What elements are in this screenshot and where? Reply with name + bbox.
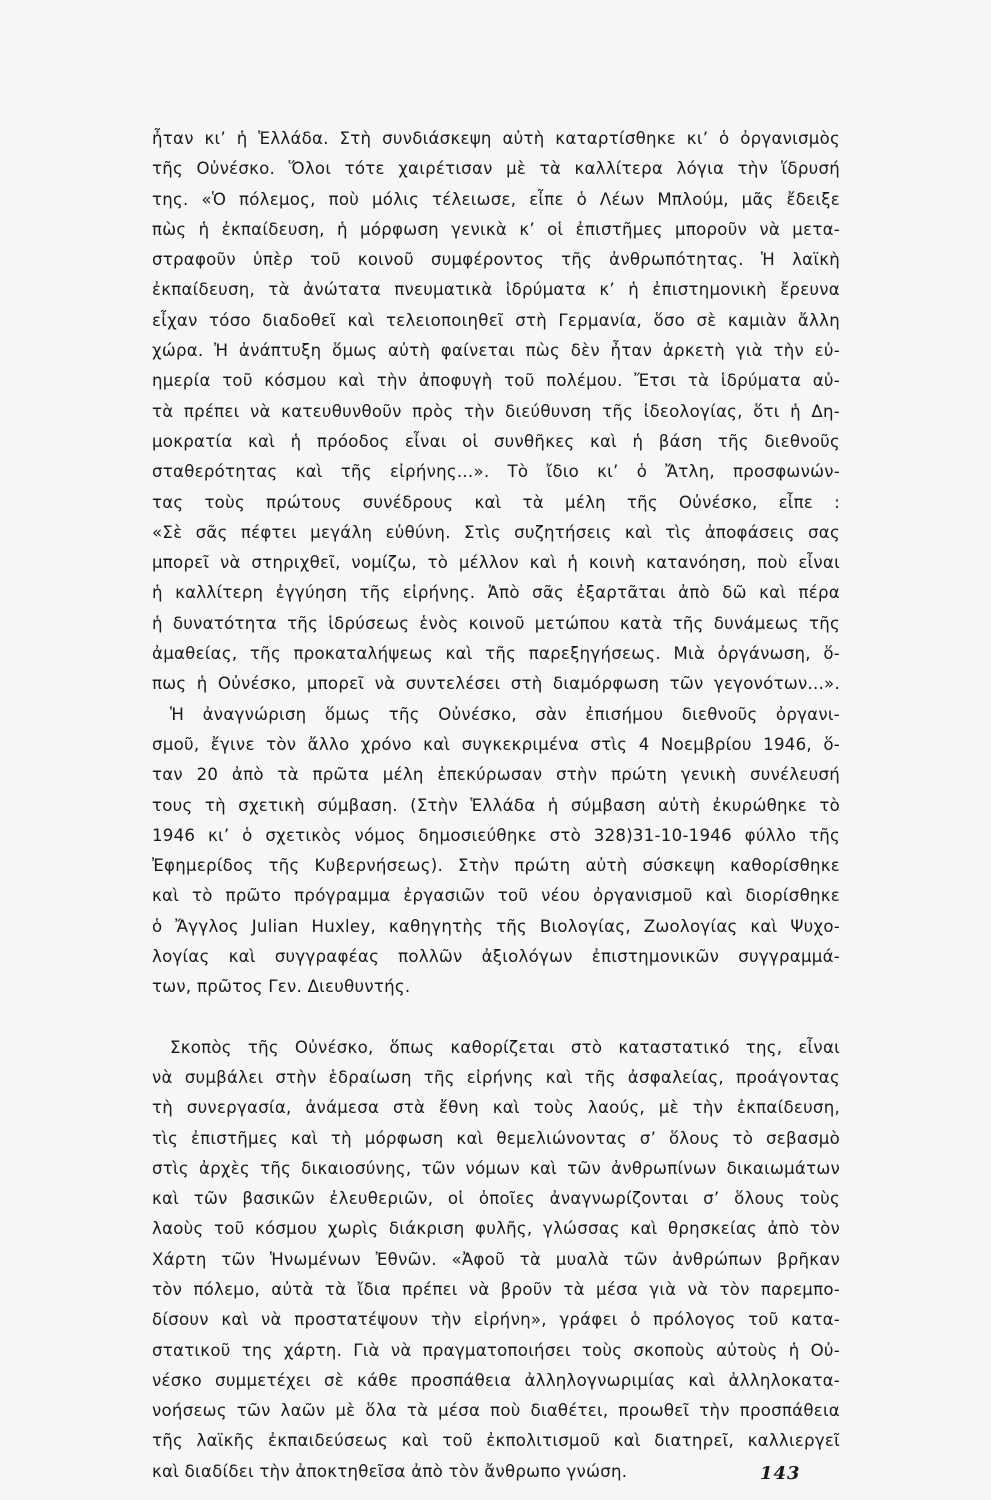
text-line: εἶχαν τόσο διαδοθεῖ καὶ τελειοποιηθεῖ στὴ Γερμανία, ὅσο σὲ καμιὰν ἄλλη — [152, 310, 840, 330]
text-line: τους τὴ σχετικὴ σύμβαση. (Στὴν Ἑλλάδα ἡ σύμβαση αὐτὴ ἐκυρώθηκε τὸ — [152, 795, 840, 815]
text-line: ὁ Ἄγγλος Julian Huxley, καθηγητὴς τῆς Βιολογίας, Ζωολογίας καὶ Ψυχο- — [152, 916, 840, 936]
text-line: νοήσεως τῶν λαῶν μὲ ὅλα τὰ μέσα ποὺ διαθέτει, προωθεῖ τὴν προσπάθεια — [152, 1401, 840, 1421]
text-line: πὼς ἡ ἐκπαίδευση, ἡ μόρφωση γενικὰ κ’ οἱ ἐπιστῆμες μποροῦν νὰ μετα- — [152, 219, 840, 239]
text-line: Ἐφημερίδος τῆς Κυβερνήσεως). Στὴν πρώτη αὐτὴ σύσκεψη καθορίσθηκε — [152, 856, 840, 876]
text-line: τὸν πόλεμο, αὐτὰ τὰ ἴδια πρέπει νὰ βροῦν τὰ μέσα γιὰ νὰ τὸν παρεμπο- — [152, 1279, 840, 1299]
text-line: τας τοὺς πρώτους συνέδρους καὶ τὰ μέλη τῆς Οὐνέσκο, εἶπε : — [152, 492, 840, 512]
paragraph-3 — [152, 1033, 840, 1487]
text-line: καὶ τὸ πρῶτο πρόγραμμα ἐργασιῶν τοῦ νέου ὀργανισμοῦ καὶ διορίσθηκε — [152, 886, 840, 906]
text-line: ἦταν κι’ ἡ Ἑλλάδα. Στὴ συνδιάσκεψη αὐτὴ καταρτίσθηκε κι’ ὁ ὀργανισμὸς — [152, 129, 840, 148]
text-line: τὰ πρέπει νὰ κατευθυνθοῦν πρὸς τὴν διεύθυνση τῆς ἰδεολογίας, ὅτι ἡ Δη- — [152, 401, 840, 421]
text-line: Ἡ ἀναγνώριση ὅμως τῆς Οὐνέσκο, σὰν ἐπισήμου διεθνοῦς ὀργανι- — [170, 704, 840, 724]
text-line: στραφοῦν ὑπὲρ τοῦ κοινοῦ συμφέροντος τῆς ἀνθρωπότητας. Ἡ λαϊκὴ — [152, 250, 840, 270]
text-line: Σκοπὸς τῆς Οὐνέσκο, ὅπως καθορίζεται στὸ καταστατικό της, εἶναι — [170, 1037, 840, 1057]
paragraph-2 — [152, 700, 840, 1003]
page-number: 143 — [760, 1463, 801, 1484]
text-line: ἐκπαίδευση, τὰ ἀνώτατα πνευματικὰ ἱδρύματα κ’ ἡ ἐπιστημονικὴ ἔρευνα — [152, 280, 840, 300]
body-text — [152, 124, 840, 1487]
text-line: στὶς ἀρχὲς τῆς δικαιοσύνης, τῶν νόμων καὶ τῶν ἀνθρωπίνων δικαιωμάτων — [152, 1158, 840, 1178]
text-line: 1946 κι’ ὁ σχετικὸς νόμος δημοσιεύθηκε στὸ 328)31-10-1946 φύλλο τῆς — [152, 825, 840, 845]
text-line: τῆς Οὐνέσκο. Ὅλοι τότε χαιρέτισαν μὲ τὰ καλλίτερα λόγια τὴν ἵδρυσή — [152, 159, 840, 179]
text-line: σμοῦ, ἔγινε τὸν ἄλλο χρόνο καὶ συγκεκριμένα στὶς 4 Νοεμβρίου 1946, ὅ- — [152, 734, 840, 754]
text-line: νέσκο συμμετέχει σὲ κάθε προσπάθεια ἀλληλογνωριμίας καὶ ἀλληλοκατα- — [152, 1370, 840, 1390]
text-line: τὶς ἐπιστῆμες καὶ τὴ μόρφωση καὶ θεμελιώνοντας σ’ ὅλους τὸ σεβασμὸ — [152, 1128, 840, 1148]
text-line: ημερία τοῦ κόσμου καὶ τὴν ἀποφυγὴ τοῦ πολέμου. Ἔτσι τὰ ἱδρύματα αὐ- — [152, 371, 840, 391]
text-line: μπορεῖ νὰ στηριχθεῖ, νομίζω, τὸ μέλλον καὶ ἡ κοινὴ κατανόηση, ποὺ εἶναι — [152, 553, 840, 573]
text-line: καὶ διαδίδει τὴν ἀποκτηθεῖσα ἀπὸ τὸν ἄνθρωπο γνώση. — [152, 1461, 628, 1481]
text-line: ταν 20 ἀπὸ τὰ πρῶτα μέλη ἐπεκύρωσαν στὴν πρώτη γενικὴ συνέλευσή — [152, 765, 840, 785]
text-line: σταθερότητας καὶ τῆς εἰρήνης...». Τὸ ἴδιο κι’ ὁ Ἄτλη, προσφωνών- — [152, 462, 840, 482]
paragraph-1 — [152, 124, 840, 700]
paragraph-gap — [152, 1003, 840, 1033]
text-line: χώρα. Ἡ ἀνάπτυξη ὅμως αὐτὴ φαίνεται πὼς δὲν ἦταν ἀρκετὴ γιὰ τὴν εὐ- — [152, 341, 840, 361]
text-line: Χάρτη τῶν Ἡνωμένων Ἐθνῶν. «Ἀφοῦ τὰ μυαλὰ τῶν ἀνθρώπων βρῆκαν — [152, 1249, 840, 1269]
text-line: της. «Ὁ πόλεμος, ποὺ μόλις τέλειωσε, εἶπε ὁ Λέων Μπλούμ, μᾶς ἔδειξε — [152, 189, 840, 209]
text-line: λαοὺς τοῦ κόσμου χωρὶς διάκριση φυλῆς, γλώσσας καὶ θρησκείας ἀπὸ τὸν — [152, 1219, 840, 1239]
text-line: πως ἡ Οὐνέσκο, μπορεῖ νὰ συντελέσει στὴ διαμόρφωση τῶν γεγονότων...». — [152, 674, 840, 694]
text-line: ἡ καλλίτερη ἐγγύηση τῆς εἰρήνης. Ἀπὸ σᾶς ἐξαρτᾶται ἀπὸ δῶ καὶ πέρα — [152, 583, 840, 603]
text-line: στατικοῦ της χάρτη. Γιὰ νὰ πραγματοποιήσει τοὺς σκοποὺς αὐτοὺς ἡ Οὐ- — [152, 1340, 840, 1360]
text-line: νὰ συμβάλει στὴν ἑδραίωση τῆς εἰρήνης καὶ τῆς ἀσφαλείας, προάγοντας — [152, 1067, 840, 1087]
text-line: καὶ τῶν βασικῶν ἐλευθεριῶν, οἱ ὁποῖες ἀναγνωρίζονται σ’ ὅλους τοὺς — [152, 1189, 840, 1209]
text-line: «Σὲ σᾶς πέφτει μεγάλη εὐθύνη. Στὶς συζητήσεις καὶ τὶς ἀποφάσεις σας — [152, 522, 840, 542]
text-line: ἡ δυνατότητα τῆς ἱδρύσεως ἑνὸς κοινοῦ μετώπου κατὰ τῆς δυνάμεως τῆς — [152, 613, 840, 633]
text-line: δίσουν καὶ νὰ προστατέψουν τὴν εἰρήνη», γράφει ὁ πρόλογος τοῦ κατα- — [152, 1310, 840, 1330]
text-line: τὴ συνεργασία, ἀνάμεσα στὰ ἔθνη καὶ τοὺς λαούς, μὲ τὴν ἐκπαίδευση, — [152, 1098, 840, 1118]
text-line: μοκρατία καὶ ἡ πρόοδος εἶναι οἱ συνθῆκες καὶ ἡ βάση τῆς διεθνοῦς — [152, 431, 840, 451]
text-line: των, πρῶτος Γεν. Διευθυντής. — [152, 977, 411, 997]
text-line: τῆς λαϊκῆς ἐκπαιδεύσεως καὶ τοῦ ἐκπολιτισμοῦ καὶ διατηρεῖ, καλλιεργεῖ — [152, 1431, 840, 1451]
text-line: λογίας καὶ συγγραφέας πολλῶν ἀξιολόγων ἐπιστημονικῶν συγγραμμά- — [152, 947, 840, 967]
text-line: ἀμαθείας, τῆς προκαταλήψεως καὶ τῆς παρεξηγήσεως. Μιὰ ὀργάνωση, ὅ- — [152, 644, 840, 664]
